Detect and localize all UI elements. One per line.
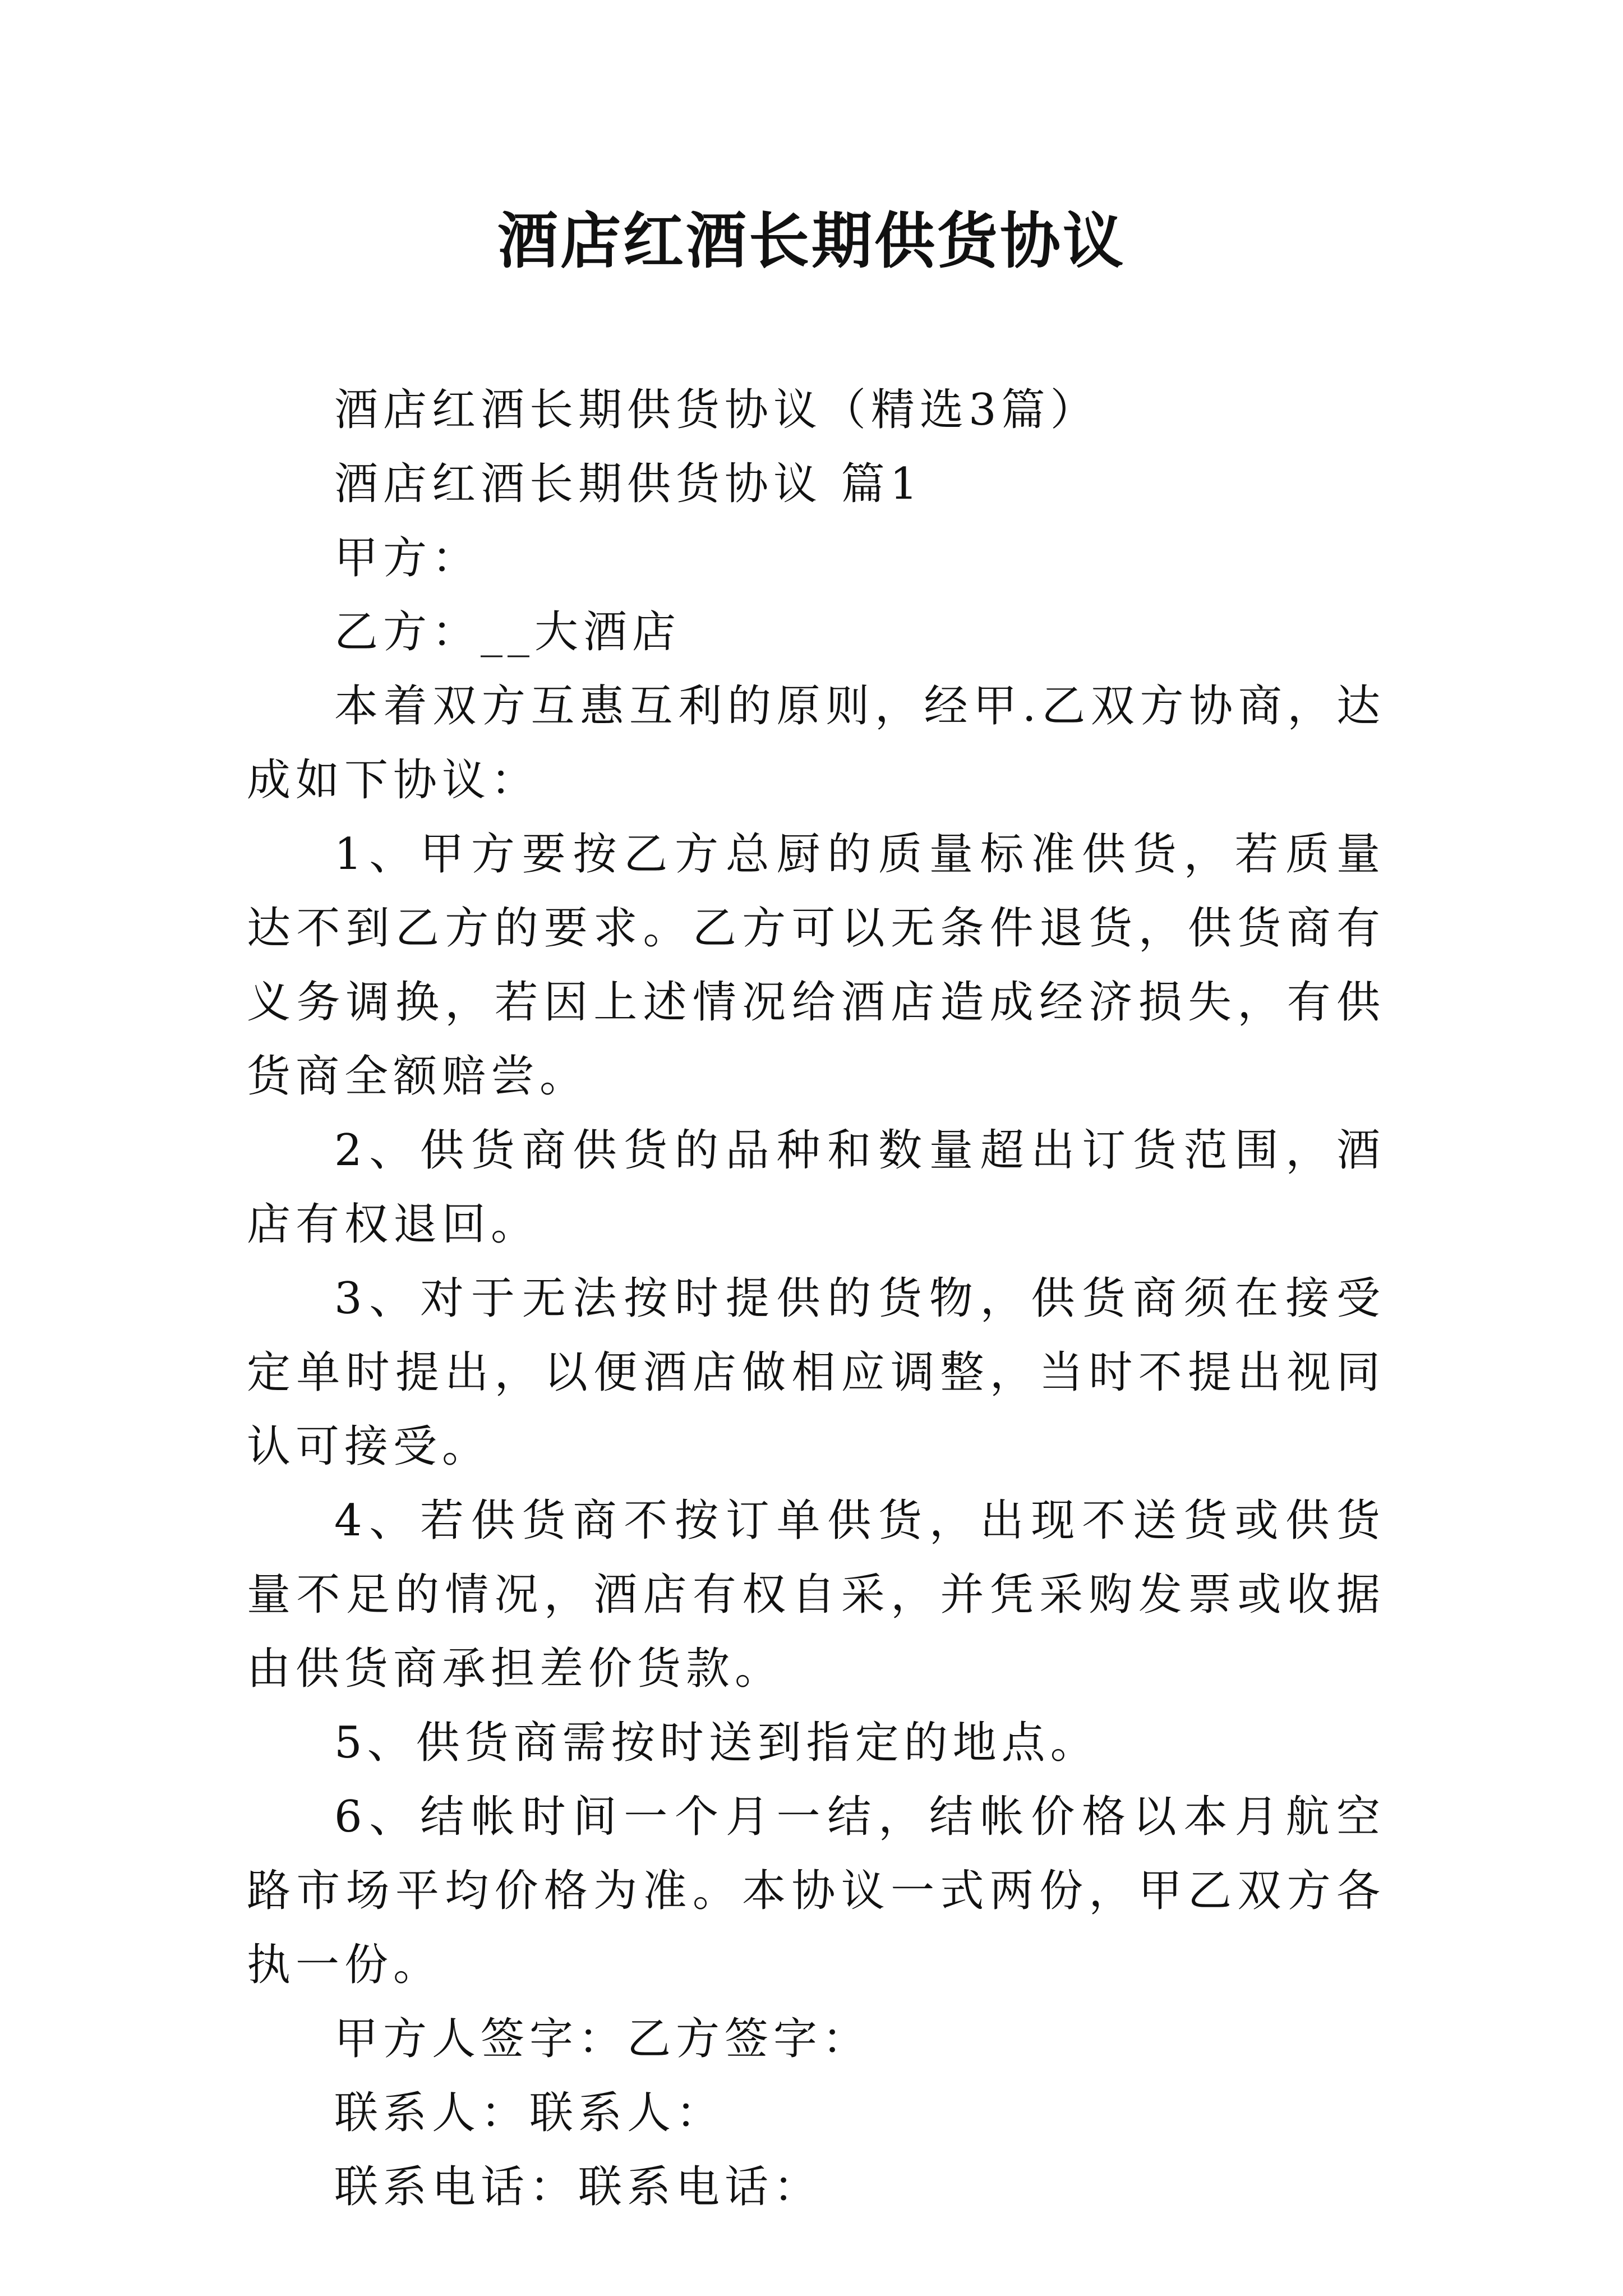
section-heading: 酒店红酒长期供货协议 篇1 [334, 459, 923, 509]
clause-6: 6、结帐时间一个月一结，结帐价格以本月航空路市场平均价格为准。本协议一式两份，甲乙双方各执一份。 [247, 1792, 1385, 1990]
party-a-line: 甲方： [334, 533, 481, 583]
signature-line: 甲方人签字：乙方签字： [334, 2014, 872, 2064]
party-b-line: 乙方：__大酒店 [334, 607, 681, 657]
clause-4: 4、若供货商不按订单供货，出现不送货或供货量不足的情况，酒店有权自采，并凭采购发票或收据由供货商承担差价货款。 [247, 1496, 1385, 1694]
clause-5: 5、供货商需按时送到指定的地点。 [334, 1718, 1099, 1768]
subtitle-selection: 酒店红酒长期供货协议（精选3篇） [334, 385, 1099, 435]
document-body [247, 373, 1385, 2224]
clause-2: 2、供货商供货的品种和数量超出订货范围，酒店有权退回。 [247, 1125, 1385, 1250]
clause-1: 1、甲方要按乙方总厨的质量标准供货，若质量达不到乙方的要求。乙方可以无条件退货，供货商有义务调换，若因上述情况给酒店造成经济损失，有供货商全额赔尝。 [247, 829, 1385, 1102]
contact-phone-line: 联系电话：联系电话： [334, 2162, 823, 2212]
preamble-paragraph: 本着双方互惠互利的原则，经甲.乙双方协商，达成如下协议： [247, 681, 1385, 806]
contact-person-line: 联系人：联系人： [334, 2088, 725, 2138]
document-title: 酒店红酒长期供货协议 [497, 206, 1126, 277]
clause-3: 3、对于无法按时提供的货物，供货商须在接受定单时提出，以便酒店做相应调整，当时不提出视同认可接受。 [247, 1273, 1385, 1472]
